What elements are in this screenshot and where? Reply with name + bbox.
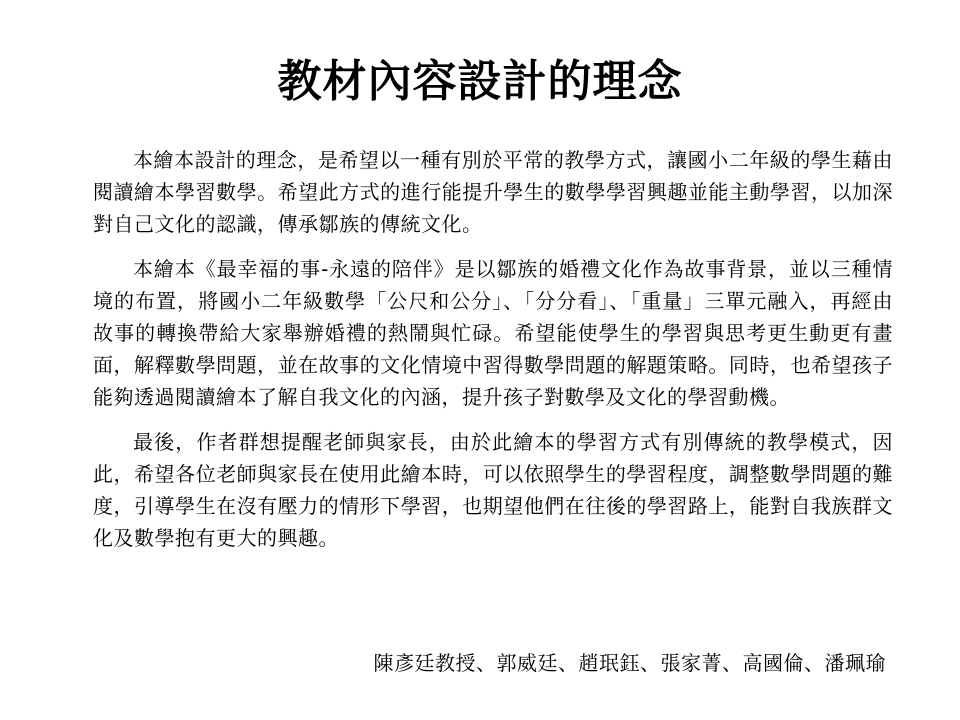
paragraph-story-background: 本繪本《最幸福的事-永遠的陪伴》是以鄒族的婚禮文化作為故事背景，並以三種情境的布置，將國小二年級數學「公尺和公分」、「分分看」、「重量」三單元融入，再經由故事的轉換帶給大家舉辦婚禮的熱鬧與忙碌。希望能使學生的學習與思考更生動更有畫面，解釋數學問題，並在故事的文化情境中習得數學問題的解題策略。同時，也希望孩子能夠透過閱讀繪本了解自我文化的內涵，提升孩子對數學及文化的學習動機。 (93, 257, 893, 409)
body-text (93, 144, 893, 567)
paragraph-design-concept: 本繪本設計的理念，是希望以一種有別於平常的教學方式，讓國小二年級的學生藉由閱讀繪本學習數學。希望此方式的進行能提升學生的數學學習興趣並能主動學習，以加深對自己文化的認識，傳承鄒族的傳統文化。 (93, 148, 893, 236)
paragraph-reminder: 最後，作者群想提醒老師與家長，由於此繪本的學習方式有別傳統的教學模式，因此，希望各位老師與家長在使用此繪本時，可以依照學生的學習程度，調整數學問題的難度，引導學生在沒有壓力的情形下學習，也期望他們在往後的學習路上，能對自我族群文化及數學抱有更大的興趣。 (93, 430, 893, 550)
page-title: 教材內容設計的理念 (277, 56, 683, 107)
author-list: 陳彥廷教授、郭威廷、趙珉鈺、張家菁、高國倫、潘珮瑜 (373, 651, 886, 675)
